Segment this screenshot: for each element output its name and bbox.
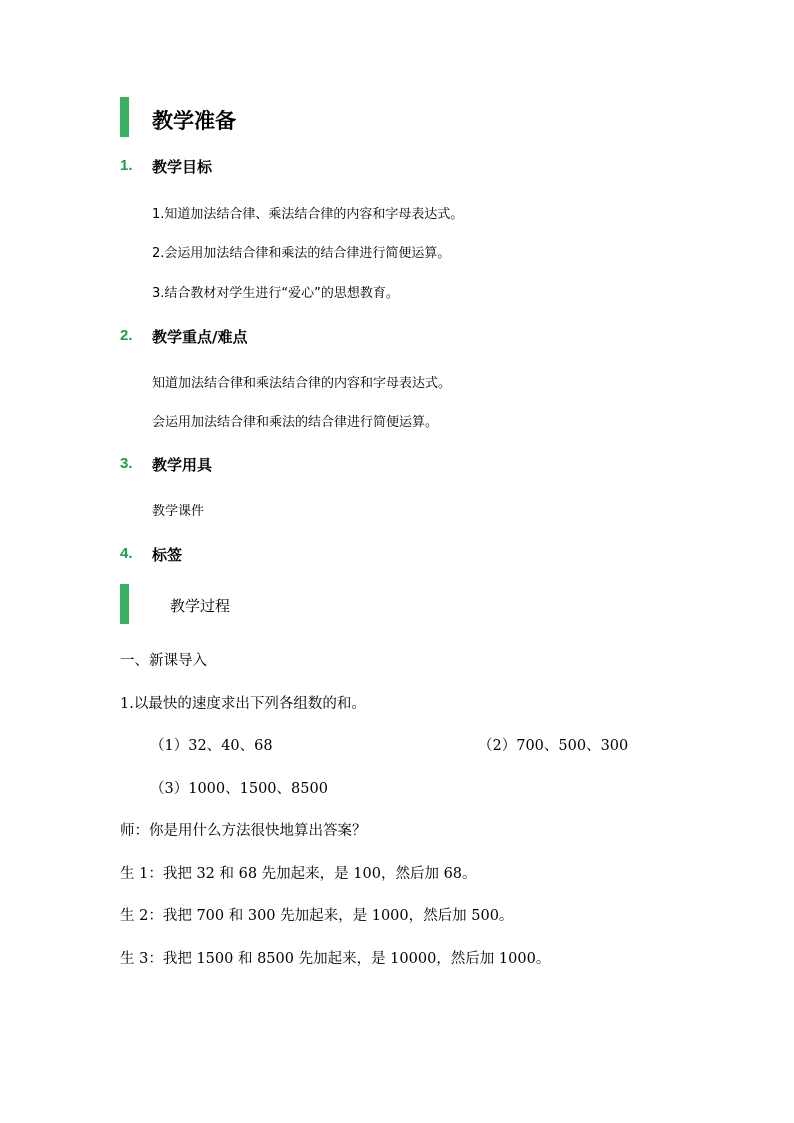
item-title-key-points: 教学重点/难点 bbox=[152, 328, 248, 346]
item-number: 3. bbox=[120, 455, 133, 472]
tools-line: 教学课件 bbox=[152, 504, 205, 519]
number-group: （2）700、500、300 bbox=[478, 738, 629, 754]
section-marker-bar bbox=[120, 584, 129, 624]
item-number: 2. bbox=[120, 327, 133, 344]
dialog-line: 生 3：我把 1500 和 8500 先加起来，是 10000，然后加 1000。 bbox=[120, 951, 551, 967]
item-number: 1. bbox=[120, 157, 133, 174]
dialog-line: 生 1：我把 32 和 68 先加起来，是 100，然后加 68。 bbox=[120, 866, 477, 882]
intro-heading: 一、新课导入 bbox=[120, 653, 207, 669]
dialog-line: 生 2：我把 700 和 300 先加起来，是 1000，然后加 500。 bbox=[120, 908, 514, 924]
item-title-tools: 教学用具 bbox=[152, 456, 213, 474]
item-title-objectives: 教学目标 bbox=[152, 158, 213, 176]
dialog-line: 师：你是用什么方法很快地算出答案？ bbox=[120, 823, 367, 839]
objective-line: 2.会运用加法结合律和乘法的结合律进行简便运算。 bbox=[152, 246, 451, 261]
section-title-process: 教学过程 bbox=[170, 597, 231, 615]
key-point-line: 会运用加法结合律和乘法的结合律进行简便运算。 bbox=[152, 415, 439, 430]
objective-line: 1.知道加法结合律、乘法结合律的内容和字母表达式。 bbox=[152, 207, 464, 222]
question-text: 1.以最快的速度求出下列各组数的和。 bbox=[120, 696, 366, 712]
number-group: （1）32、40、68 bbox=[150, 738, 273, 754]
section-marker-bar bbox=[120, 97, 129, 137]
objective-line: 3.结合教材对学生进行“爱心”的思想教育。 bbox=[152, 286, 399, 301]
item-number: 4. bbox=[120, 545, 133, 562]
item-title-tags: 标签 bbox=[152, 546, 183, 564]
key-point-line: 知道加法结合律和乘法结合律的内容和字母表达式。 bbox=[152, 376, 452, 391]
number-group: （3）1000、1500、8500 bbox=[150, 781, 328, 797]
section-title-preparation: 教学准备 bbox=[152, 109, 236, 133]
